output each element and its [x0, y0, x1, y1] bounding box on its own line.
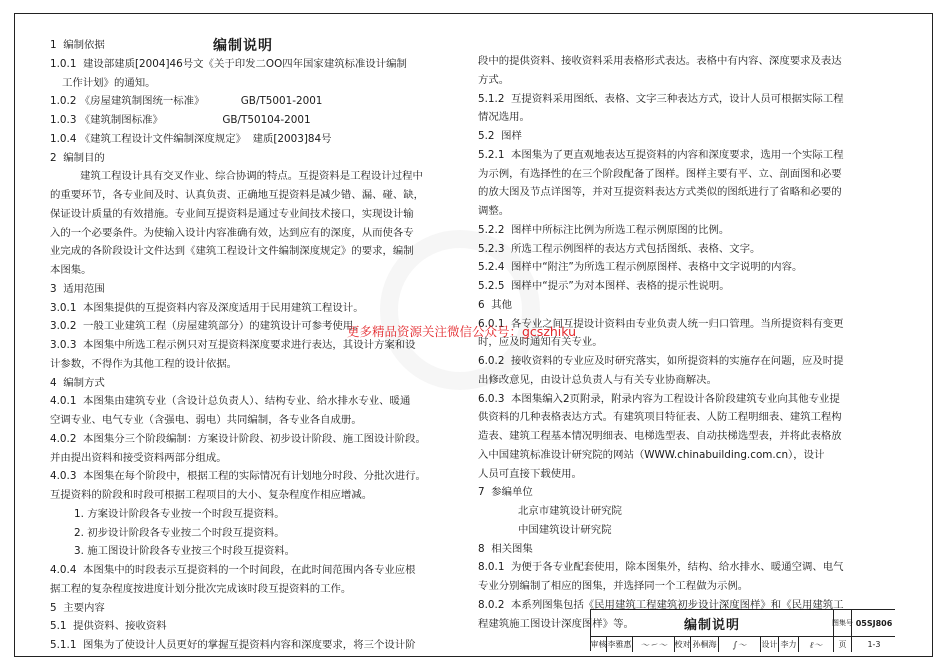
text-line: 5.1.1 图集为了使设计人员更好的掌握互提资料内容和深度要求，将三个设计阶	[50, 639, 416, 651]
text-line: 段中的提供资料、接收资料采用表格形式表达。表格中有内容、深度要求及表达	[478, 55, 842, 67]
text-line: 2 编制目的	[50, 151, 105, 164]
text-line: 3. 施工图设计阶段各专业按三个时段互提资料。	[74, 545, 296, 558]
text-line: 5.2 图样	[478, 130, 522, 142]
text-line: 1. 方案设计阶段各专业按一个时段互提资料。	[74, 507, 285, 520]
text-line: 调整。	[478, 205, 510, 217]
title-block-title: 编制说明	[591, 610, 834, 636]
text-line: 6.0.2 接收资料的专业应及时研究落实，如所提资料的实施存在问题，应及时提	[478, 355, 844, 367]
text-line: 北京市建筑设计研究院	[518, 505, 622, 517]
text-line: 中国建筑设计研究院	[518, 523, 612, 536]
text-line: 6.0.1 各专业之间互提设计资料由专业负责人统一归口管理。当所提资料有变更	[478, 317, 844, 330]
text-line: 6 其他	[478, 298, 512, 311]
text-line: 程建筑施工图设计深度图样》等。	[478, 617, 634, 630]
text-line: 5.2.2 图样中所标注比例为所选工程示例原图的比例。	[478, 223, 730, 236]
text-line: 业完成的各阶段设计文件达到《建筑工程设计文件编制深度规定》的要求，编制	[50, 245, 414, 258]
text-line: 互提资料的阶段和时段可根据工程项目的大小、复杂程度作相应增减。	[50, 489, 373, 501]
right-column	[478, 52, 888, 633]
text-line: 造表、建筑工程基本情况明细表、电梯选型表、自动扶梯选型表，并将此表格放	[478, 430, 842, 442]
text-line: 1.0.1 建设部建质[2004]46号文《关于印发二OO四年国家建筑标准设计编制	[50, 57, 407, 70]
text-line: 5.1.2 互提资料采用图纸、表格、文字三种表达方式，设计人员可根据实际工程	[478, 92, 844, 105]
text-line: 并由提出资料和接受资料两部分组成。	[50, 451, 227, 464]
text-line: 5.2.1 本图集为了更直观地表达互提资料的内容和深度要求，选用一个实际工程	[478, 148, 844, 161]
text-line: 时，应及时通知有关专业。	[478, 336, 603, 349]
text-line: 1.0.4 《建筑工程设计文件编制深度规定》 建质[2003]84号	[50, 132, 332, 145]
page-number: 1-3	[867, 639, 881, 649]
text-line: 5.2.5 图样中“提示”为对本图样、表格的提示性说明。	[478, 280, 730, 292]
title-block-row-signatures	[591, 636, 895, 652]
text-line: 计参数，不得作为其他工程的设计依据。	[50, 357, 238, 370]
text-line: 4.0.1 本图集由建筑专业（含设计总负责人）、结构专业、给水排水专业、暖通	[50, 395, 411, 408]
text-line: 3.0.3 本图集中所选工程示例只对互提资料深度要求进行表达，其设计方案和设	[50, 339, 416, 351]
text-line: 空调专业、电气专业（含强电、弱电）共同编制，各专业各自成册。	[50, 414, 362, 426]
atlas-number-label: 图集号	[834, 610, 852, 636]
text-line: 3 适用范围	[50, 282, 105, 295]
text-line: 2. 初步设计阶段各专业按二个时段互提资料。	[74, 526, 285, 539]
check-label: 校对	[675, 636, 691, 652]
title-block	[590, 609, 895, 651]
text-line: 1.0.2 《房屋建筑制图统一标准》 GB/T5001-2001	[50, 95, 323, 108]
text-line: 8 相关图集	[478, 542, 533, 555]
review-label: 审核	[591, 636, 607, 652]
text-line: 5 主要内容	[50, 601, 105, 614]
text-line: 本图集。	[50, 264, 92, 276]
text-line: 工作计划》的通知。	[62, 76, 156, 89]
page-title: 编制说明	[213, 38, 273, 54]
text-line: 4.0.2 本图集分三个阶段编制：方案设计阶段、初步设计阶段、施工图设计阶段。	[50, 432, 426, 445]
design-label: 设计	[761, 636, 779, 652]
atlas-number: 05SJ806	[855, 618, 893, 628]
text-line: 5.2.3 所选工程示例图样的表达方式包括图纸、表格、文字。	[478, 242, 761, 255]
text-line: 5.1 提供资料、接收资料	[50, 620, 167, 633]
text-line: 出修改意见，由设计总负责人与有关专业协商解决。	[478, 373, 717, 386]
left-column	[50, 36, 450, 655]
text-line: 专业分别编制了相应的图集，并选择同一个工程做为示例。	[478, 580, 749, 592]
watermark-text: 更多精品资源关注微信公众号：gcszhiku	[347, 324, 577, 339]
text-line: 据工程的复杂程度按进度计划分批次完成该时段互提资料的工作。	[50, 582, 352, 595]
text-line: 3.0.2 一般工业建筑工程（房屋建筑部分）的建筑设计可参考使用。	[50, 320, 364, 333]
text-line: 建筑工程设计具有交叉作业、综合协调的特点。互提资料是工程设计过程中	[80, 170, 423, 183]
text-line: 7 参编单位	[478, 486, 533, 499]
text-line: 4.0.4 本图集中的时段表示互提资料的一个时间段，在此时间范围内各专业应根	[50, 564, 416, 576]
text-line: 6.0.3 本图集编入2页附录，附录内容为工程设计各阶段建筑专业向其他专业提	[478, 392, 840, 405]
text-line: 供资料的几种表格表达方式。有建筑项目特征表、人防工程明细表、建筑工程构	[478, 411, 842, 424]
text-line: 情况选用。	[478, 111, 530, 124]
text-line: 4 编制方式	[50, 376, 105, 389]
text-line: 5.2.4 图样中“附注”为所选工程示例原图样、表格中文字说明的内容。	[478, 261, 803, 274]
reviewer-signature: 〜㇀〜	[633, 636, 675, 652]
text-line: 的放大图及节点详图等，并对互提资料表达方式类似的图纸进行了省略和必要的	[478, 186, 842, 199]
text-line: 1 编制依据	[50, 39, 105, 51]
text-line: 保证设计质量的有效措施。专业间互提资料是通过专业间技术接口，实现设计输	[50, 207, 414, 220]
designer-name: 李力	[779, 636, 799, 652]
checker-name: 孙桐海	[691, 636, 719, 652]
text-line: 入的一个必要条件。为使输入设计内容准确有效，达到应有的深度，从而使各专	[50, 226, 414, 239]
text-line: 人员可直接下载使用。	[478, 467, 582, 480]
text-line: 为示例，有选择性的在三个阶段配备了图样。图样主要有平、立、剖面图和必要	[478, 167, 842, 180]
checker-signature: ∫〜	[719, 636, 761, 652]
text-line: 8.0.1 为便于各专业配套使用，除本图集外，结构、给水排水、暖通空调、电气	[478, 561, 844, 574]
text-line: 1.0.3 《建筑制图标准》 GB/T50104-2001	[50, 114, 311, 126]
text-line: 3.0.1 本图集提供的互提资料内容及深度适用于民用建筑工程设计。	[50, 301, 364, 314]
designer-signature: ℓ〜	[799, 636, 834, 652]
text-line: 8.0.2 本系列图集包括《民用建筑工程建筑初步设计深度图样》和《民用建筑工	[478, 598, 844, 611]
text-line: 入中国建筑标准设计研究院的网站（WWW.chinabuilding.com.cn），设计	[478, 448, 825, 461]
page-label: 页	[834, 636, 852, 652]
reviewer-name: 李雅惠	[607, 636, 633, 652]
text-line: 4.0.3 本图集在每个阶段中，根据工程的实际情况有计划地分时段、分批次进行。	[50, 470, 426, 483]
title-block-row-main	[591, 610, 895, 637]
text-line: 方式。	[478, 73, 510, 86]
text-line: 的重要环节，各专业间及时、认真负责、正确地互提资料是减少错、漏、碰、缺，	[50, 189, 425, 201]
